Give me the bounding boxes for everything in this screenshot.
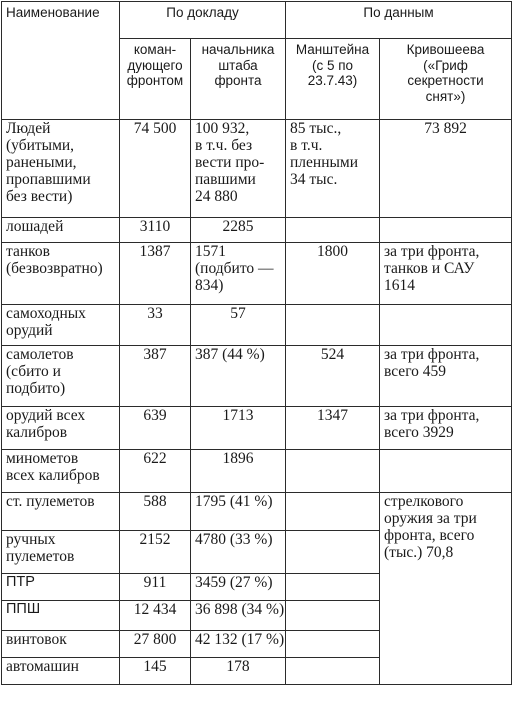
cell-line: за три фронта,	[384, 407, 480, 424]
cell-line: орудий всех	[6, 407, 86, 424]
cell-item-name	[2, 574, 120, 601]
header-by-data-text: По данным	[363, 5, 434, 20]
table-row	[2, 305, 512, 346]
cell-line: 1713	[222, 407, 254, 424]
cell-line: ранеными,	[6, 154, 77, 171]
table-row	[2, 218, 512, 243]
cell-line: минометов	[6, 450, 79, 467]
cell-chief-of-staff	[191, 601, 286, 631]
header-line: начальника	[201, 42, 275, 57]
cell-commander: 12 434	[120, 601, 191, 631]
cell-line: 57	[230, 305, 246, 322]
cell-commander: 387	[120, 346, 191, 407]
cell-line: без вести)	[6, 188, 73, 205]
cell-line: всего 3929	[384, 424, 454, 441]
cell-item-name	[2, 346, 120, 407]
cell-commander: 1387	[120, 243, 191, 305]
cell-line: в т.ч. без	[195, 137, 253, 154]
cell-manstein	[286, 574, 380, 601]
cell-line: 1800	[317, 243, 349, 260]
cell-item-name	[2, 305, 120, 346]
cell-chief-of-staff	[191, 305, 286, 346]
cell-line: 1347	[317, 407, 349, 424]
cell-commander: 3110	[120, 218, 191, 243]
cell-line: 4780 (33 %)	[195, 531, 273, 548]
cell-commander: 74 500	[120, 120, 191, 218]
cell-manstein	[286, 346, 380, 407]
cell-krivosheev	[380, 450, 512, 493]
cell-item-name	[2, 531, 120, 574]
cell-chief-of-staff	[191, 574, 286, 601]
cell-manstein	[286, 531, 380, 574]
cell-item-name	[2, 493, 120, 531]
cell-line: ППШ	[6, 601, 41, 617]
header-by-report-text: По докладу	[166, 5, 239, 20]
cell-manstein	[286, 601, 380, 631]
cell-krivosheev	[380, 346, 512, 407]
header-chief-of-staff	[191, 39, 286, 120]
cell-line: Людей	[6, 120, 51, 137]
cell-line: в т.ч.	[290, 137, 323, 154]
cell-commander: 622	[120, 450, 191, 493]
cell-line: танков и САУ	[384, 260, 475, 277]
header-line: Манштейна	[295, 42, 370, 57]
cell-commander: 911	[120, 574, 191, 601]
cell-line: (безвозвратно)	[6, 260, 103, 277]
header-line: 23.7.43)	[307, 73, 358, 88]
cell-line: фронта, всего	[384, 527, 475, 544]
table-body	[2, 120, 512, 685]
cell-commander: 588	[120, 493, 191, 531]
cell-line: пропавшими	[6, 171, 91, 188]
cell-chief-of-staff	[191, 531, 286, 574]
header-line: штаба	[218, 57, 258, 73]
cell-small-arms-note	[380, 493, 512, 685]
cell-line: ст. пулеметов	[6, 493, 95, 510]
cell-line: (тыс.) 70,8	[384, 544, 454, 561]
cell-krivosheev	[380, 243, 512, 305]
header-name-text: Наименование	[6, 5, 100, 20]
cell-item-name	[2, 218, 120, 243]
cell-line: подбито)	[6, 380, 66, 397]
table-row	[2, 407, 512, 450]
cell-item-name	[2, 658, 120, 685]
cell-line: 1896	[222, 450, 254, 467]
cell-commander: 639	[120, 407, 191, 450]
cell-chief-of-staff	[191, 120, 286, 218]
cell-manstein	[286, 493, 380, 531]
cell-manstein	[286, 218, 380, 243]
cell-line: оружия за три	[384, 510, 477, 527]
cell-line: винтовок	[6, 631, 67, 648]
header-line: секретности	[407, 73, 484, 88]
cell-line: стрелкового	[384, 493, 464, 510]
cell-manstein	[286, 407, 380, 450]
table-header	[2, 2, 512, 120]
cell-chief-of-staff	[191, 407, 286, 450]
cell-item-name	[2, 243, 120, 305]
header-krivosheev	[380, 39, 512, 120]
cell-manstein	[286, 450, 380, 493]
header-line: («Гриф	[423, 57, 468, 73]
cell-chief-of-staff	[191, 493, 286, 531]
cell-krivosheev	[380, 218, 512, 243]
header-line: Кривошеева	[406, 42, 485, 57]
cell-item-name	[2, 631, 120, 658]
cell-line: 73 892	[424, 120, 467, 137]
cell-line: 3459 (27 %)	[195, 574, 273, 591]
cell-line: 85 тыс.,	[290, 120, 342, 137]
cell-line: орудий	[6, 322, 53, 339]
cell-item-name	[2, 120, 120, 218]
cell-line: пулеметов	[6, 548, 75, 565]
cell-line: ПТР	[6, 574, 35, 590]
cell-krivosheev	[380, 407, 512, 450]
cell-line: 178	[226, 658, 250, 675]
cell-line: 387 (44 %)	[195, 346, 265, 363]
cell-line: пленными	[290, 154, 359, 171]
cell-line: 34 тыс.	[290, 171, 338, 188]
header-line: фронтом	[126, 73, 184, 88]
header-by-data	[286, 2, 512, 39]
cell-line: танков	[6, 243, 50, 260]
cell-line: 524	[320, 346, 345, 363]
table-row	[2, 450, 512, 493]
cell-commander: 145	[120, 658, 191, 685]
table-row	[2, 493, 512, 531]
cell-chief-of-staff	[191, 243, 286, 305]
cell-commander: 2152	[120, 531, 191, 574]
cell-line: 42 132 (17 %)	[195, 631, 285, 648]
cell-item-name	[2, 450, 120, 493]
cell-commander: 27 800	[120, 631, 191, 658]
cell-line: 1571	[195, 243, 226, 260]
cell-line: 1614	[384, 277, 416, 294]
header-manstein	[286, 39, 380, 120]
header-by-report	[120, 2, 286, 39]
cell-line: 36 898 (34 %)	[195, 601, 285, 618]
cell-manstein	[286, 658, 380, 685]
cell-manstein	[286, 120, 380, 218]
cell-item-name	[2, 407, 120, 450]
cell-line: 2285	[222, 218, 254, 235]
header-line: дующего	[127, 57, 183, 73]
cell-line: (подбито —	[195, 260, 274, 277]
cell-line: калибров	[6, 424, 68, 441]
cell-manstein	[286, 631, 380, 658]
cell-commander: 33	[120, 305, 191, 346]
table-row	[2, 120, 512, 218]
cell-line: за три фронта,	[384, 346, 480, 363]
cell-chief-of-staff	[191, 631, 286, 658]
cell-line: 24 880	[195, 188, 238, 205]
cell-line: 1795 (41 %)	[195, 493, 273, 510]
cell-line: всего 459	[384, 363, 447, 380]
header-name	[2, 2, 120, 120]
cell-line: за три фронта,	[384, 243, 480, 260]
header-line: фронта	[214, 73, 262, 88]
cell-chief-of-staff	[191, 450, 286, 493]
table-row	[2, 243, 512, 305]
cell-manstein	[286, 305, 380, 346]
cell-line: всех калибров	[6, 467, 100, 484]
header-row-top	[2, 2, 512, 39]
cell-krivosheev	[380, 120, 512, 218]
cell-line: самоходных	[6, 305, 86, 322]
cell-line: вести про-	[195, 154, 265, 171]
cell-line: 834)	[195, 277, 224, 294]
cell-manstein	[286, 243, 380, 305]
cell-chief-of-staff	[191, 658, 286, 685]
cell-line: автомашин	[6, 658, 79, 675]
cell-line: лошадей	[6, 218, 64, 235]
cell-line: самолетов	[6, 346, 74, 363]
cell-chief-of-staff	[191, 218, 286, 243]
cell-krivosheev	[380, 305, 512, 346]
header-line: снят»)	[425, 88, 466, 104]
cell-line: 100 932,	[195, 120, 250, 137]
cell-line: (убитыми,	[6, 137, 75, 154]
header-commander	[120, 39, 191, 120]
cell-line: ручных	[6, 531, 56, 548]
cell-item-name	[2, 601, 120, 631]
table-row	[2, 346, 512, 407]
header-line: (с 5 по	[311, 57, 354, 73]
cell-line: павшими	[195, 171, 256, 188]
cell-chief-of-staff	[191, 346, 286, 407]
losses-table	[1, 1, 512, 685]
header-line: коман-	[133, 42, 177, 57]
cell-line: (сбито и	[6, 363, 61, 380]
